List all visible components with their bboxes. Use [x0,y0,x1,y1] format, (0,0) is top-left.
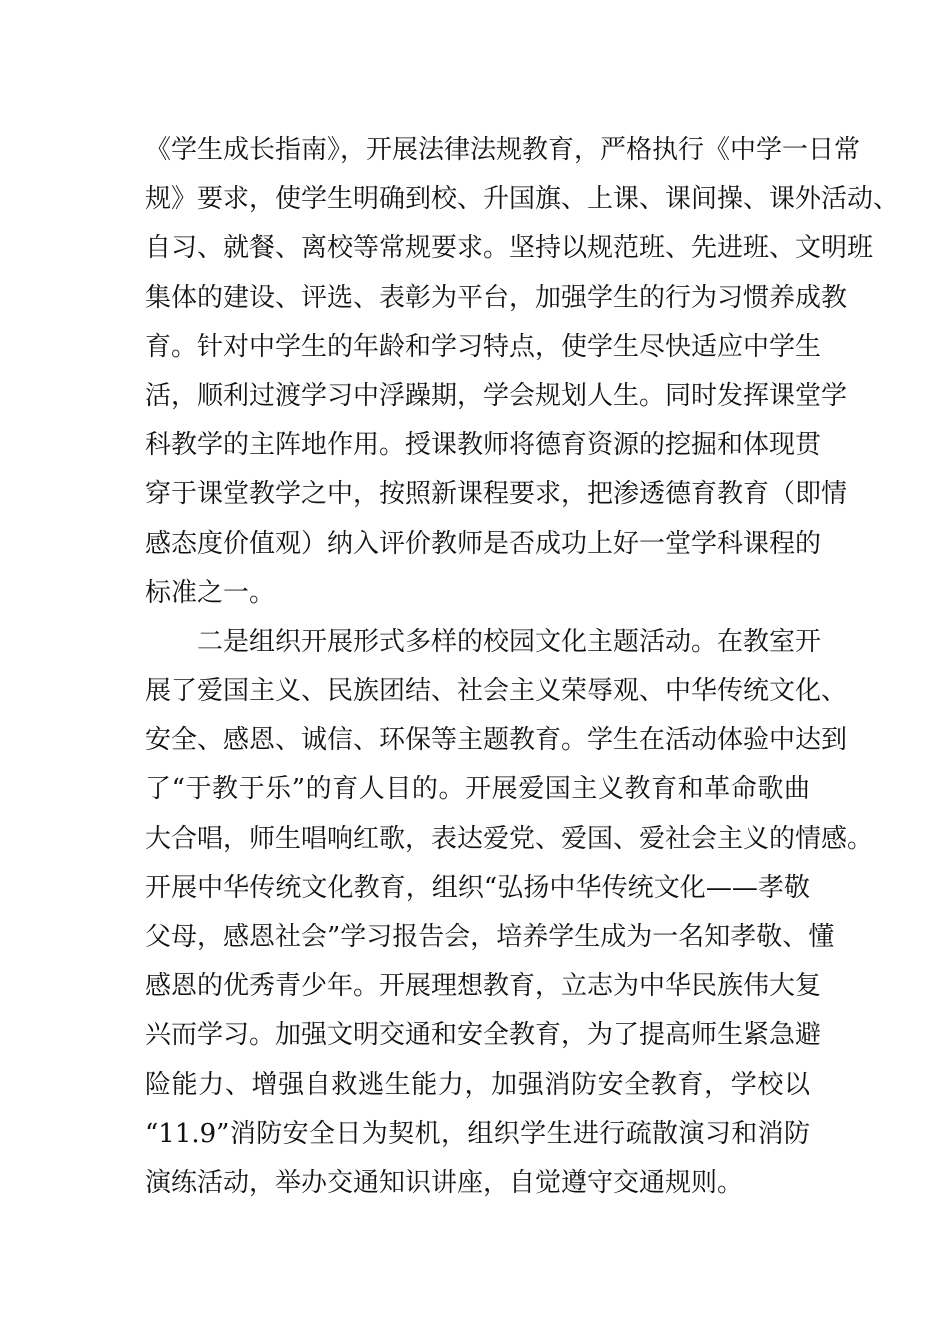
text-line: 了“于教于乐”的育人目的。开展爱国主义教育和革命歌曲 [145,774,810,805]
text-line: 活，顺利过渡学习中浮躁期，学会规划人生。同时发挥课堂学 [145,380,848,411]
text-line: 兴而学习。加强文明交通和安全教育，为了提高师生紧急避 [145,1020,822,1051]
text-line: 大合唱，师生唱响红歌，表达爱党、爱国、爱社会主义的情感。 [145,823,874,854]
text-line: 自习、就餐、离校等常规要求。坚持以规范班、先进班、文明班 [145,233,874,264]
text-line: 安全、感恩、诚信、环保等主题教育。学生在活动体验中达到 [145,725,848,756]
text-line: 父母，感恩社会”学习报告会，培养学生成为一名知孝敬、懂 [145,922,835,952]
text-line: 演练活动，举办交通知识讲座，自觉遵守交通规则。 [145,1167,744,1198]
text-line: 集体的建设、评选、表彰为平台，加强学生的行为习惯养成教 [145,282,848,313]
text-line: 险能力、增强自救逃生能力，加强消防安全教育，学校以 [145,1069,810,1100]
text-line: 开展中华传统文化教育，组织“弘扬中华传统文化——孝敬 [145,872,810,903]
text-line: 穿于课堂教学之中，按照新课程要求，把渗透德育教育（即情 [145,479,848,510]
text-line: “11.9”消防安全日为契机，组织学生进行疏散演习和消防 [145,1118,810,1149]
text-line: 展了爱国主义、民族团结、社会主义荣辱观、中华传统文化、 [145,676,848,707]
text-line: 二是组织开展形式多样的校园文化主题活动。在教室开 [197,626,822,657]
text-line: 感态度价值观）纳入评价教师是否成功上好一堂学科课程的 [145,528,822,559]
text-line: 科教学的主阵地作用。授课教师将德育资源的挖掘和体现贯 [145,430,822,461]
text-line: 规》要求，使学生明确到校、升国旗、上课、课间操、课外活动、 [145,184,900,215]
text-line: 感恩的优秀青少年。开展理想教育，立志为中华民族伟大复 [145,971,822,1002]
text-line: 标准之一。 [145,577,276,608]
body-text [145,126,900,1208]
text-line: 育。针对中学生的年龄和学习特点，使学生尽快适应中学生 [145,331,822,362]
text-line: 《学生成长指南》，开展法律法规教育，严格执行《中学一日常 [145,135,861,165]
